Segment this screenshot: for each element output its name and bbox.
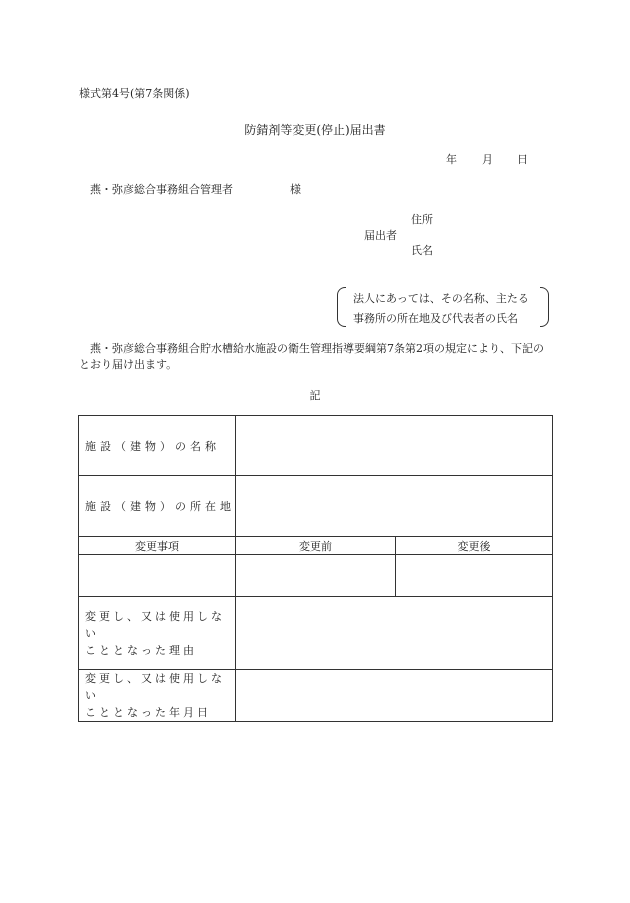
date-day-label: 日	[517, 153, 528, 166]
corporate-note-line2: 事務所の所在地及び代表者の氏名	[353, 312, 518, 325]
facility-location-field[interactable]	[236, 476, 553, 537]
after-header: 変更後	[396, 537, 553, 555]
date-month-label: 月	[482, 153, 493, 166]
change-item-field[interactable]	[79, 555, 236, 597]
left-bracket	[337, 287, 346, 327]
form-number: 様式第4号(第7条関係)	[79, 87, 190, 100]
date-field[interactable]	[236, 670, 553, 722]
facility-location-label: 施設（建物）の所在地	[79, 476, 236, 537]
date-label-line2: こととなった年月日	[85, 706, 211, 719]
honorific: 様	[290, 183, 301, 196]
name-label: 氏名	[411, 244, 433, 257]
statement: 燕・弥彦総合事務組合貯水槽給水施設の衛生管理指導要綱第7条第2項の規定により、下記のとおり届け出ます。	[79, 342, 544, 371]
reason-label-line2: こととなった理由	[85, 643, 197, 657]
right-bracket	[540, 287, 549, 327]
notifier-label: 届出者	[364, 229, 397, 242]
reason-field[interactable]	[236, 597, 553, 670]
facility-name-row	[79, 416, 553, 476]
ki-marker: 記	[309, 389, 321, 402]
date-row	[79, 670, 553, 722]
addressee: 燕・弥彦総合事務組合管理者	[90, 183, 233, 196]
facility-location-row	[79, 476, 553, 537]
facility-name-label: 施設（建物）の名称	[79, 416, 236, 476]
date-label-line1: 変更し、又は使用しない	[85, 672, 225, 702]
reason-label-line1: 変更し、又は使用しない	[85, 609, 225, 640]
form-table	[78, 415, 553, 722]
facility-name-field[interactable]	[236, 416, 553, 476]
change-item-header: 変更事項	[79, 537, 236, 555]
reason-row	[79, 597, 553, 670]
address-label: 住所	[411, 213, 433, 226]
before-header: 変更前	[236, 537, 396, 555]
before-field[interactable]	[236, 555, 396, 597]
document-title: 防錆剤等変更(停止)届出書	[244, 123, 386, 137]
reason-label	[79, 597, 236, 670]
change-values-row	[79, 555, 553, 597]
corporate-note	[337, 287, 549, 327]
after-field[interactable]	[396, 555, 553, 597]
date-year-label: 年	[446, 153, 457, 166]
corporate-note-line1: 法人にあっては、その名称、主たる	[353, 292, 529, 305]
date-label	[79, 670, 236, 722]
change-header-row	[79, 537, 553, 555]
